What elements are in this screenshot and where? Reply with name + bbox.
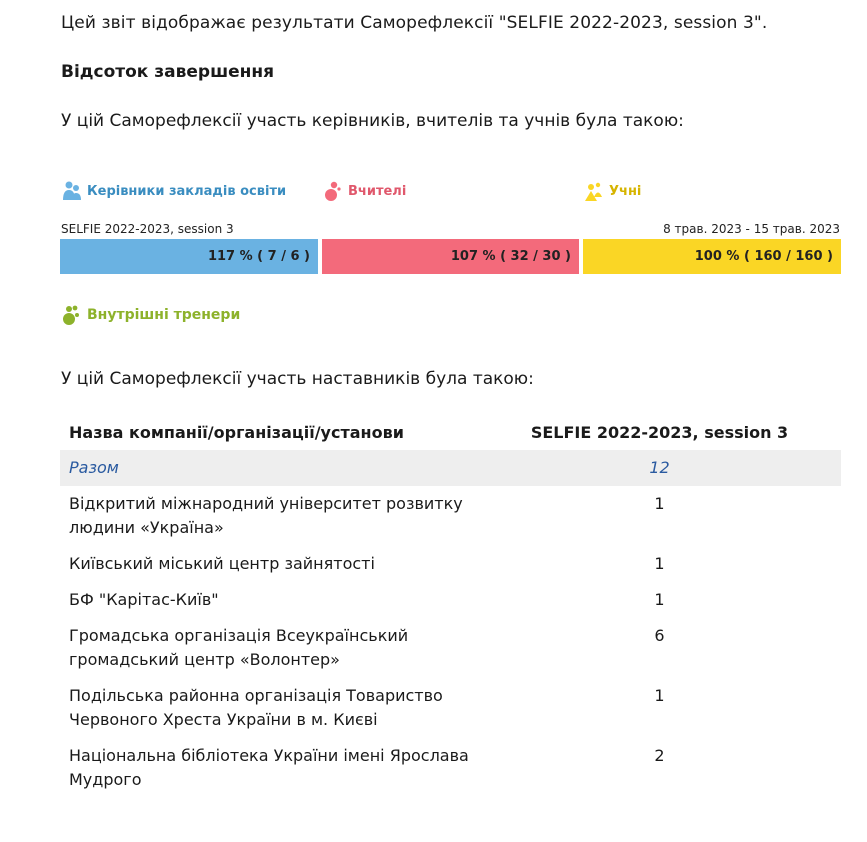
leaders-completion-bar: 117 % ( 7 / 6 ) xyxy=(60,239,318,274)
org-name: Відкритий міжнародний університет розвитку людини «Україна» xyxy=(69,494,463,537)
session-label: SELFIE 2022-2023, session 3 xyxy=(61,222,234,236)
table-row xyxy=(60,486,841,546)
legend-trainers xyxy=(61,304,240,326)
teachers-icon xyxy=(322,180,344,202)
completion-heading: Відсоток завершення xyxy=(61,62,275,82)
org-count: 1 xyxy=(654,686,665,705)
report-intro: Цей звіт відображає результати Саморефлексії "SELFIE 2022-2023, session 3". xyxy=(61,13,768,33)
legend-teachers xyxy=(322,180,406,202)
table-row xyxy=(60,678,841,738)
legend-teachers-label: Вчителі xyxy=(348,183,407,199)
org-name: Подільська районна організація Товариство Червоного Хреста України в м. Києві xyxy=(69,686,443,729)
org-name: Громадська організація Всеукраїнський громадський центр «Волонтер» xyxy=(69,626,409,669)
org-count: 6 xyxy=(654,626,665,645)
table-total-row xyxy=(60,450,841,486)
total-label: Разом xyxy=(60,450,478,486)
table-row xyxy=(60,738,841,798)
table-row xyxy=(60,546,841,582)
header-organization: Назва компанії/організації/установи xyxy=(69,422,404,442)
table-row xyxy=(60,582,841,618)
students-icon xyxy=(583,180,605,202)
legend-students xyxy=(583,180,641,202)
date-range: 8 трав. 2023 - 15 трав. 2023 xyxy=(663,222,840,236)
trainers-icon xyxy=(61,304,83,326)
org-name: БФ "Карітас-Київ" xyxy=(69,590,219,609)
legend-students-label: Учні xyxy=(609,183,642,199)
legend-leaders xyxy=(61,180,286,202)
org-count: 1 xyxy=(654,590,665,609)
header-session: SELFIE 2022-2023, session 3 xyxy=(530,422,789,442)
org-count: 1 xyxy=(654,494,665,513)
org-name: Національна бібліотека України імені Ярослава Мудрого xyxy=(69,746,469,789)
org-count: 2 xyxy=(654,746,665,765)
org-name: Київський міський центр зайнятості xyxy=(69,554,375,573)
students-completion-bar: 100 % ( 160 / 160 ) xyxy=(583,239,841,274)
total-value: 12 xyxy=(478,450,841,486)
leaders-icon xyxy=(61,180,83,202)
legend-trainers-label: Внутрішні тренери xyxy=(87,307,241,323)
table-row xyxy=(60,618,841,678)
org-count: 1 xyxy=(654,554,665,573)
teachers-completion-bar: 107 % ( 32 / 30 ) xyxy=(322,239,579,274)
legend-leaders-label: Керівники закладів освіти xyxy=(87,183,287,199)
mentors-table xyxy=(60,414,841,798)
mentors-intro: У цій Саморефлексії участь наставників була такою: xyxy=(61,369,534,389)
table-header-row xyxy=(60,414,841,450)
participation-text: У цій Саморефлексії участь керівників, вчителів та учнів була такою: xyxy=(61,111,684,131)
